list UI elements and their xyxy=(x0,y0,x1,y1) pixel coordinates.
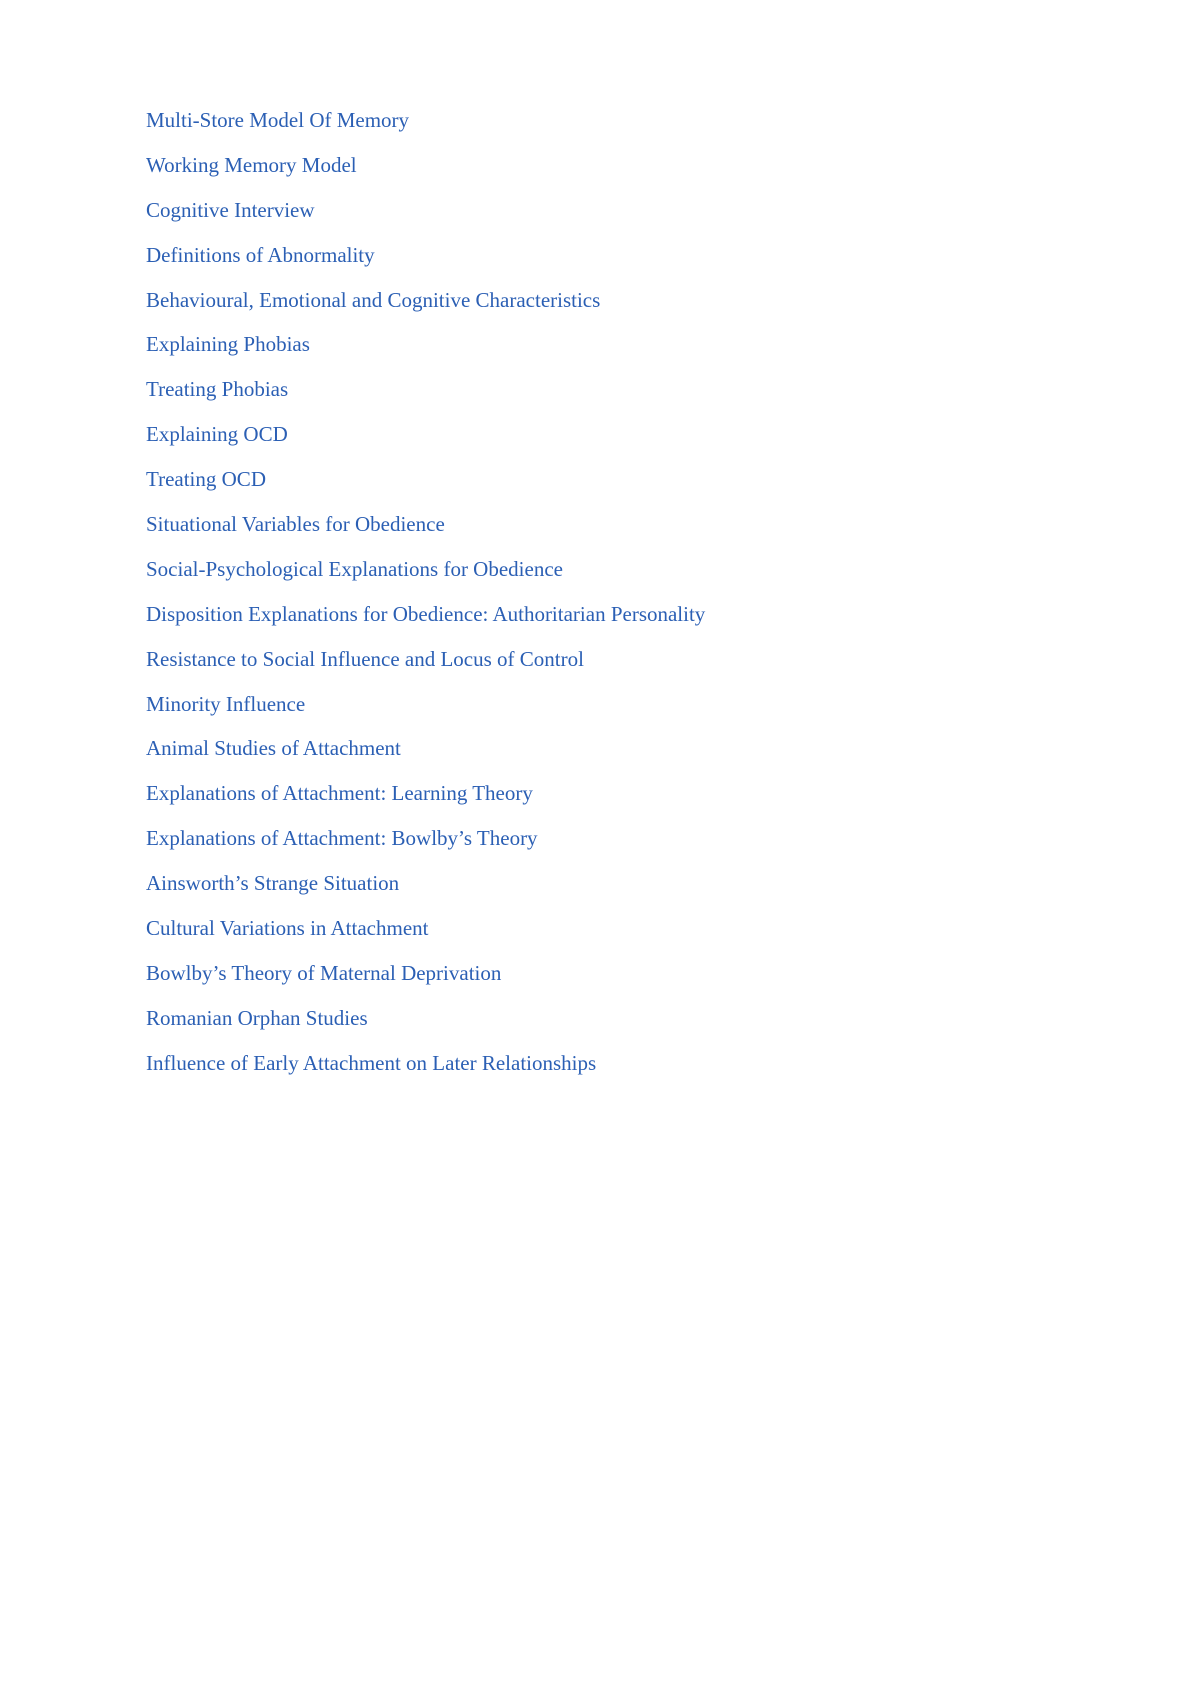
toc-item-social-psychological-explanations xyxy=(146,553,705,598)
toc-item-animal-studies xyxy=(146,732,705,777)
toc-link-early-attachment[interactable]: Influence of Early Attachment on Later Relationships xyxy=(146,1050,597,1075)
toc-item-cultural-variations xyxy=(146,912,705,957)
toc-link-social-psychological-explanations[interactable]: Social-Psychological Explanations for Obedience xyxy=(146,556,563,581)
toc-item-resistance-social-influence xyxy=(146,643,705,688)
toc-link-treating-phobias[interactable]: Treating Phobias xyxy=(146,377,289,402)
toc-item-characteristics xyxy=(146,284,705,329)
toc-link-strange-situation[interactable]: Ainsworth’s Strange Situation xyxy=(146,871,400,896)
toc-item-explaining-ocd xyxy=(146,418,705,463)
toc-link-working-memory-model[interactable]: Working Memory Model xyxy=(146,152,357,177)
table-of-contents xyxy=(146,104,705,1092)
toc-item-strange-situation xyxy=(146,867,705,912)
toc-item-multi-store-model xyxy=(146,104,705,149)
toc-item-maternal-deprivation xyxy=(146,957,705,1002)
toc-item-treating-ocd xyxy=(146,463,705,508)
toc-link-cultural-variations[interactable]: Cultural Variations in Attachment xyxy=(146,916,429,941)
toc-item-learning-theory xyxy=(146,777,705,822)
toc-item-cognitive-interview xyxy=(146,194,705,239)
toc-link-learning-theory[interactable]: Explanations of Attachment: Learning Theory xyxy=(146,781,533,806)
toc-link-resistance-social-influence[interactable]: Resistance to Social Influence and Locus of Control xyxy=(146,646,584,671)
toc-link-romanian-orphan-studies[interactable]: Romanian Orphan Studies xyxy=(146,1005,368,1030)
toc-link-minority-influence[interactable]: Minority Influence xyxy=(146,691,306,716)
toc-item-situational-variables xyxy=(146,508,705,553)
toc-item-disposition-explanations xyxy=(146,598,705,643)
toc-item-bowlbys-theory xyxy=(146,822,705,867)
toc-link-animal-studies[interactable]: Animal Studies of Attachment xyxy=(146,736,401,761)
toc-item-minority-influence xyxy=(146,688,705,733)
toc-link-characteristics[interactable]: Behavioural, Emotional and Cognitive Characteristics xyxy=(146,287,601,312)
toc-link-treating-ocd[interactable]: Treating OCD xyxy=(146,467,266,492)
toc-link-disposition-explanations[interactable]: Disposition Explanations for Obedience: Authoritarian Personality xyxy=(146,601,706,626)
toc-link-explaining-ocd[interactable]: Explaining OCD xyxy=(146,422,288,447)
toc-item-definitions-of-abnormality xyxy=(146,239,705,284)
toc-item-explaining-phobias xyxy=(146,328,705,373)
toc-link-cognitive-interview[interactable]: Cognitive Interview xyxy=(146,197,315,222)
toc-link-explaining-phobias[interactable]: Explaining Phobias xyxy=(146,332,310,357)
toc-link-multi-store-model[interactable]: Multi-Store Model Of Memory xyxy=(146,108,410,132)
toc-item-early-attachment xyxy=(146,1047,705,1092)
toc-item-treating-phobias xyxy=(146,373,705,418)
toc-link-maternal-deprivation[interactable]: Bowlby’s Theory of Maternal Deprivation xyxy=(146,960,502,985)
toc-item-romanian-orphan-studies xyxy=(146,1002,705,1047)
toc-item-working-memory-model xyxy=(146,149,705,194)
toc-link-bowlbys-theory[interactable]: Explanations of Attachment: Bowlby’s Theory xyxy=(146,826,538,851)
toc-link-situational-variables[interactable]: Situational Variables for Obedience xyxy=(146,512,445,537)
toc-link-definitions-of-abnormality[interactable]: Definitions of Abnormality xyxy=(146,242,375,267)
